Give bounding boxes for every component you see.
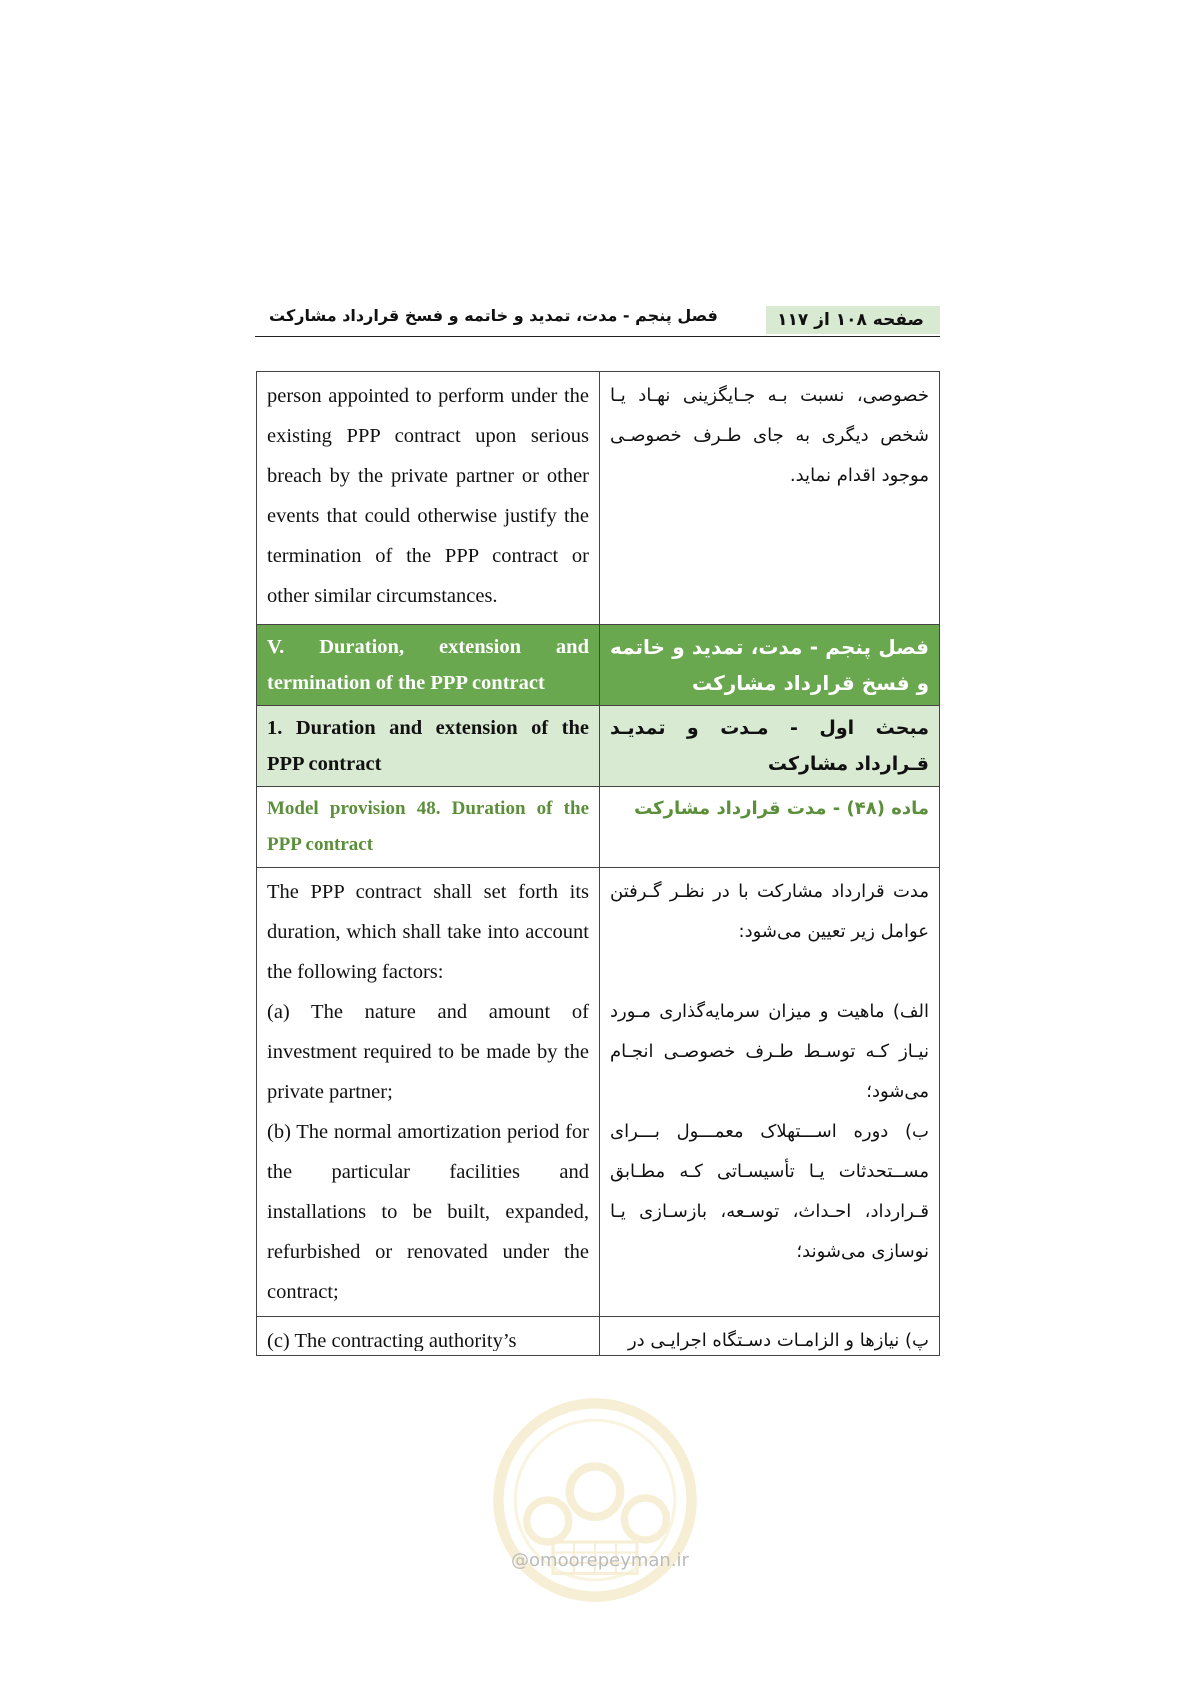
english-section-heading: 1. Duration and extension of the PPP contract <box>257 706 600 787</box>
watermark-logo-icon <box>490 1395 700 1605</box>
english-provision-title: Model provision 48. Duration of the PPP contract <box>257 787 600 868</box>
english-cell <box>257 1317 600 1356</box>
persian-provision-title: ماده (۴۸) - مدت قرارداد مشارکت <box>600 787 940 868</box>
persian-paragraph: مدت قرارداد مشارکت با در نظـر گـرفتن عوامل زیر تعیین می‌شود: <box>610 881 929 942</box>
persian-paragraph: الف) ماهیت و میزان سرمایه‌گذاری مـورد نیـاز کـه توسـط طـرف خصوصـی انجـام می‌شود؛ <box>610 1001 929 1102</box>
watermark-site-text: @omoorepeyman.ir <box>511 1550 689 1571</box>
english-paragraph: (b) The normal amortization period for the particular facilities and installations to be built, expanded, refurbished or renovated under the contract; <box>267 1121 589 1303</box>
persian-cell: خصوصی، نسبت بـه جـایگزینی نهـاد یـا شخص دیگری به جای طـرف خصوصـی موجود اقدام نماید. <box>600 372 940 625</box>
chapter-heading-row <box>257 625 940 706</box>
page-header <box>255 306 940 337</box>
provision-heading-row <box>257 787 940 868</box>
persian-cell <box>600 868 940 1317</box>
persian-section-heading: مبحث اول - مـدت و تمدیـد قـرارداد مشارکت <box>600 706 940 787</box>
english-chapter-heading: V. Duration, extension and termination of the PPP contract <box>257 625 600 706</box>
table-row <box>257 1317 940 1356</box>
page-number-box: صفحه ۱۰۸ از ۱۱۷ <box>766 306 940 334</box>
running-chapter-title: فصل پنجم - مدت، تمدید و خاتمه و فسخ قرارداد مشارکت <box>269 306 718 325</box>
english-paragraph: (a) The nature and amount of investment required to be made by the private partner; <box>267 1001 589 1103</box>
bilingual-table <box>256 371 940 1356</box>
english-cell: person appointed to perform under the existing PPP contract upon serious breach by the private partner or other events that could otherwise justify the termination of the PPP contract or other similar circumstances. <box>257 372 600 625</box>
persian-chapter-heading: فصل پنجم - مدت، تمدید و خاتمه و فسخ قرارداد مشارکت <box>600 625 940 706</box>
persian-text: پ) نیازها و الزامـات دسـتگاه اجرایـی در <box>627 1330 929 1351</box>
english-text: (c) The contracting authority’s <box>267 1330 517 1351</box>
english-paragraph: The PPP contract shall set forth its duration, which shall take into account the following factors: <box>267 881 589 983</box>
persian-paragraph: ب) دوره اســـتهلاک معمـــول بـــرای مســتحدثات یـا تأسیسـاتی کـه مطـابق قـرارداد، احـداث، توسـعه، بازسـازی یـا نوسازی می‌شوند؛ <box>610 1121 929 1262</box>
table-row <box>257 868 940 1317</box>
persian-cell <box>600 1317 940 1356</box>
section-heading-row <box>257 706 940 787</box>
table-row <box>257 372 940 625</box>
english-cell <box>257 868 600 1317</box>
